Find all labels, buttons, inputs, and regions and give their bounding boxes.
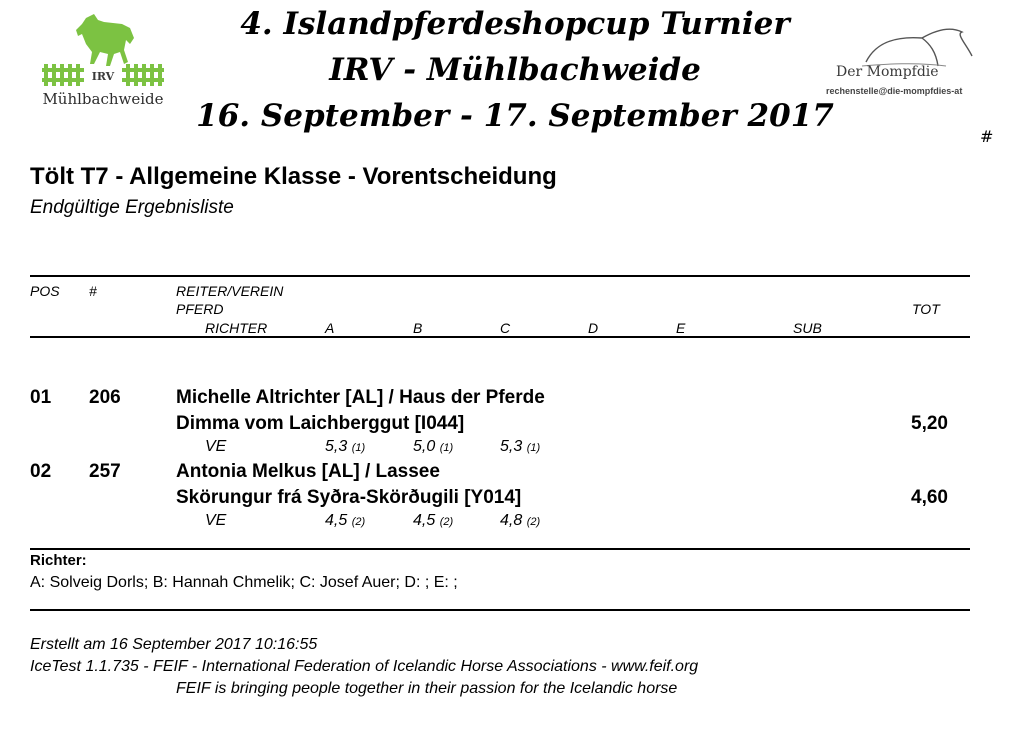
score-a: 5,3 (1) [325, 438, 366, 455]
col-pos: POS [30, 283, 60, 299]
result-pos: 02 [30, 461, 52, 482]
hash-mark: # [980, 127, 994, 146]
result-judge-code: VE [205, 512, 227, 529]
event-title-line1: 4. Islandpferdeshopcup Turnier [240, 6, 790, 42]
result-judge-code: VE [205, 438, 227, 455]
header-rule-top [30, 275, 970, 277]
col-total: TOT [912, 301, 940, 317]
col-c: C [500, 320, 511, 336]
score-b: 5,0 (1) [413, 438, 454, 455]
col-rider: REITER/VEREIN [176, 283, 284, 299]
event-title-line2: IRV - Mühlbachweide [329, 52, 701, 88]
col-sub: SUB [793, 320, 822, 336]
judges-rule-top [30, 548, 970, 550]
judges-heading: Richter: [30, 552, 87, 569]
result-horse: Skörungur frá Syðra-Skörðugili [Y014] [176, 487, 522, 508]
footer-created: Erstellt am 16 September 2017 10:16:55 [30, 636, 318, 653]
horse-logo-icon [38, 10, 168, 90]
col-horse: PFERD [176, 301, 224, 317]
score-c: 5,3 (1) [500, 438, 541, 455]
footer-slogan: FEIF is bringing people together in their passion for the Icelandic horse [176, 680, 678, 697]
competition-subtitle: Endgültige Ergebnisliste [30, 197, 234, 218]
score-b: 4,5 (2) [413, 512, 454, 529]
col-d: D [588, 320, 599, 336]
result-number: 206 [89, 387, 121, 408]
muehlbachweide-logo [38, 10, 168, 110]
col-a: A [325, 320, 335, 336]
col-number: # [89, 283, 97, 299]
result-total: 5,20 [911, 413, 948, 434]
judges-list: A: Solveig Dorls; B: Hannah Chmelik; C: Josef Auer; D: ; E: ; [30, 574, 458, 591]
result-total: 4,60 [911, 487, 948, 508]
result-number: 257 [89, 461, 121, 482]
judges-rule-bottom [30, 609, 970, 611]
result-pos: 01 [30, 387, 52, 408]
score-c: 4,8 (2) [500, 512, 541, 529]
header-rule-bottom [30, 336, 970, 338]
col-b: B [413, 320, 423, 336]
competition-title: Tölt T7 - Allgemeine Klasse - Vorentscheidung [30, 163, 557, 190]
logo-left-text: Mühlbachweide [42, 90, 164, 108]
footer-software: IceTest 1.1.735 - FEIF - International Federation of Icelandic Horse Associations - www.feif.org [30, 658, 699, 675]
logo-right-name: Der Mompfdie [836, 64, 939, 80]
result-horse: Dimma vom Laichberggut [I044] [176, 413, 465, 434]
col-e: E [676, 320, 686, 336]
mompfdie-logo [826, 22, 976, 106]
result-rider: Antonia Melkus [AL] / Lassee [176, 461, 440, 482]
score-a: 4,5 (2) [325, 512, 366, 529]
logo-badge-text: IRV [91, 70, 115, 83]
event-title-line3: 16. September - 17. September 2017 [196, 98, 834, 134]
col-judge: RICHTER [205, 320, 268, 336]
logo-right-email: rechenstelle@die-mompfdies-at [826, 86, 963, 96]
result-rider: Michelle Altrichter [AL] / Haus der Pferde [176, 387, 545, 408]
